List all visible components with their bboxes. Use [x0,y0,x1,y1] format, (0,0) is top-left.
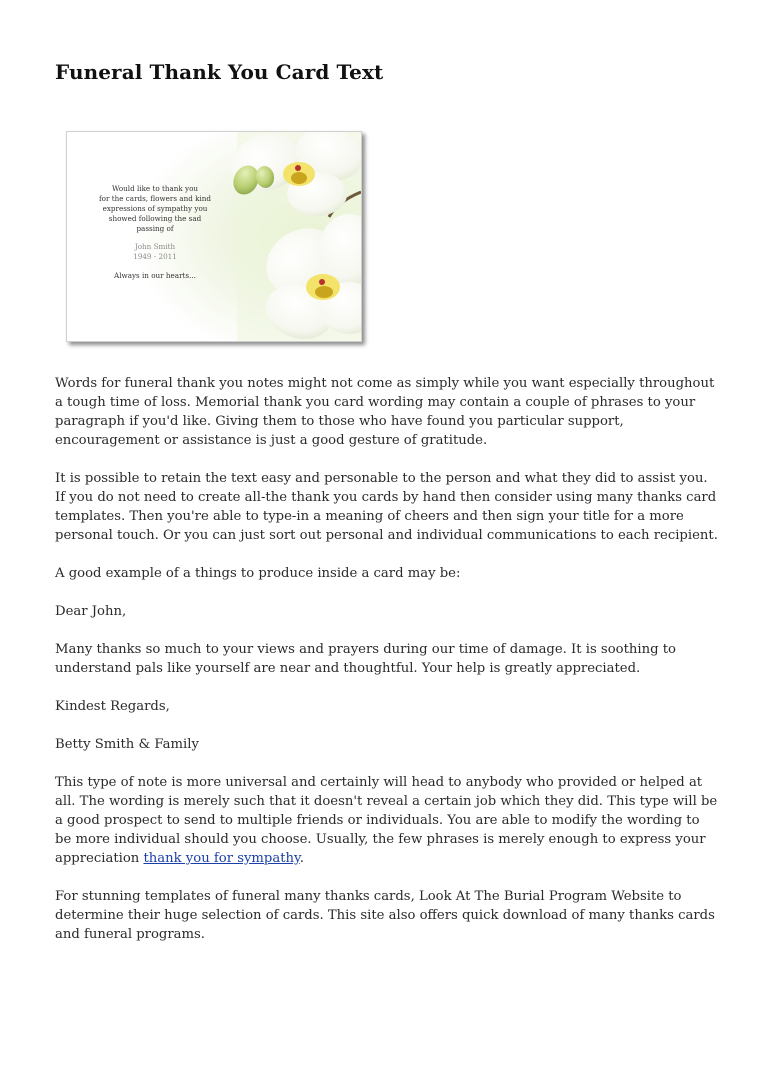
paragraph: A good example of a things to produce inside a card may be: [55,566,461,581]
paragraph: It is possible to retain the text easy and personable to the person and what they did to assist you. If you do not need to create all-the thank you cards by hand then consider using many thanks card templates. Then you're able to type-in a meaning of cheers and then sign your title for a more personal touch. Or you can just sort out personal and individual communications to each recipient. [55,471,718,543]
card-message-line: Would like to thank you [111,184,199,193]
card-deceased-name: John Smith [134,242,176,251]
page-title: Funeral Thank You Card Text [55,60,384,84]
paragraph-text: This type of note is more universal and certainly will head to anybody who provided or helped at all. The wording is merely such that it doesn't reveal a certain job which they did. This type will be a good prospect to send to multiple friends or individuals. You are able to modify the wording to be more individual should you choose. Usually, the few phrases is merely enough to express your appreciation [55,775,718,866]
paragraph: For stunning templates of funeral many thanks cards, Look At The Burial Program Website to determine their huge selection of cards. This site also offers quick download of many thanks cards and funeral programs. [55,889,715,942]
paragraph: Many thanks so much to your views and prayers during our time of damage. It is soothing to understand pals like yourself are near and thoughtful. Your help is greatly appreciated. [55,642,676,676]
salutation: Dear John, [55,604,127,619]
card-image [66,131,362,342]
card-message-line: for the cards, flowers and kind [99,194,211,203]
signature-line: Betty Smith & Family [55,737,199,752]
paragraph-with-link [55,773,719,868]
card-message-line: expressions of sympathy you [102,204,208,213]
card-text [89,184,221,281]
paragraph-text-end: . [299,851,304,866]
card-message-line: showed following the sad [108,214,202,223]
closing-line: Kindest Regards, [55,699,170,714]
card-message [89,184,221,234]
card-closing: Always in our hearts... [114,271,196,280]
article-body [55,374,719,963]
card-years: 1949 - 2011 [133,252,177,261]
card-message-line: passing of [136,224,174,233]
paragraph: Words for funeral thank you notes might not come as simply while you want especially throughout a tough time of loss. Memorial thank you card wording may contain a couple of phrases to your paragraph if you'd like. Giving them to those who have found you particular support, encouragement or assistance is just a good gesture of gratitude. [55,376,715,448]
sympathy-link[interactable]: thank you for sympathy [143,851,300,866]
